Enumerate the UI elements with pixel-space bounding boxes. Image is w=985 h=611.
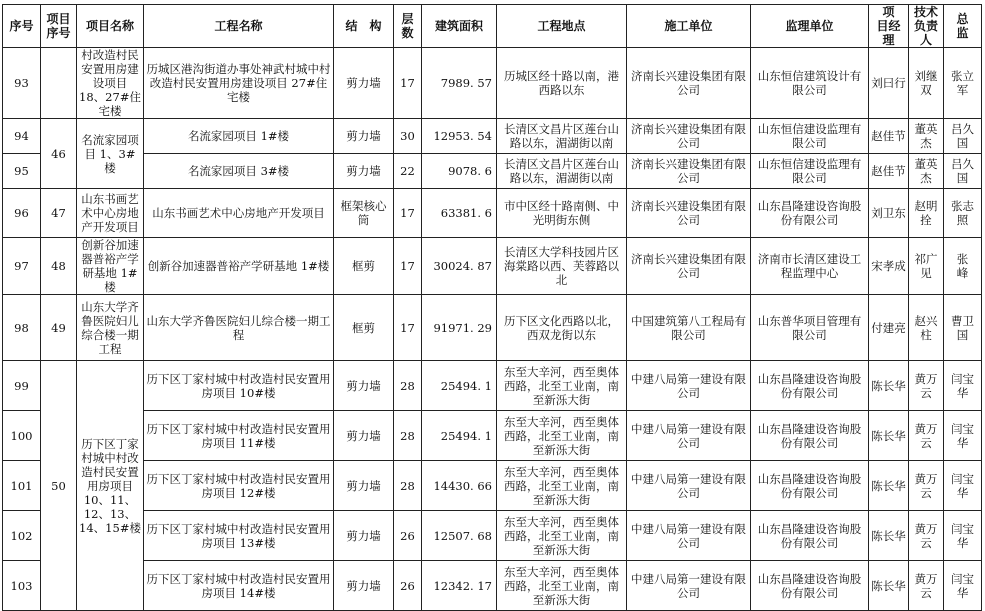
header-tech-lead: 技术负责人 [909,5,944,48]
cell-contractor: 济南长兴建设集团有限公司 [627,238,751,295]
cell-seq: 101 [3,461,41,511]
header-chief-supervisor: 总 监 [944,5,982,48]
cell-project-manager: 宋孝成 [869,238,909,295]
cell-tech-lead: 祁广见 [909,238,944,295]
table-row [3,295,982,361]
cell-project-name: 山东大学齐鲁医院妇儿综合楼一期工程 [77,295,144,361]
header-row [3,5,982,48]
cell-seq: 93 [3,48,41,119]
table-row [3,119,982,154]
cell-seq: 95 [3,154,41,189]
cell-engineering-name: 历下区丁家村城中村改造村民安置用房项目 13#楼 [144,511,334,561]
cell-tech-lead: 赵明拴 [909,189,944,238]
cell-structure: 剪力墙 [334,48,394,119]
cell-tech-lead: 黄万云 [909,561,944,611]
cell-supervisor: 山东昌隆建设咨询股份有限公司 [751,511,869,561]
cell-chief-supervisor: 曹卫国 [944,295,982,361]
cell-floors: 26 [394,561,422,611]
cell-supervisor: 山东恒信建设监理有限公司 [751,119,869,154]
cell-seq: 103 [3,561,41,611]
cell-project-name: 村改造村民安置用房建设项目 18、27#住宅楼 [77,48,144,119]
cell-structure: 剪力墙 [334,511,394,561]
cell-floors: 28 [394,361,422,411]
cell-engineering-name: 创新谷加速器普裕产学研基地 1#楼 [144,238,334,295]
cell-area: 14430. 66 [422,461,497,511]
cell-supervisor: 山东恒信建设监理有限公司 [751,154,869,189]
cell-tech-lead: 黄万云 [909,411,944,461]
table-row [3,154,982,189]
cell-area: 9078. 6 [422,154,497,189]
cell-project-name: 山东书画艺术中心房地产开发项目 [77,189,144,238]
cell-chief-supervisor: 吕久国 [944,119,982,154]
header-supervisor: 监理单位 [751,5,869,48]
cell-contractor: 济南长兴建设集团有限公司 [627,189,751,238]
cell-engineering-name: 历下区丁家村城中村改造村民安置用房项目 11#楼 [144,411,334,461]
cell-contractor: 济南长兴建设集团有限公司 [627,154,751,189]
cell-area: 12953. 54 [422,119,497,154]
cell-chief-supervisor: 张志照 [944,189,982,238]
cell-location: 东至大辛河，西至奥体西路，北至工业南，南至新泺大街 [497,361,627,411]
cell-supervisor: 山东恒信建筑设计有限公司 [751,48,869,119]
cell-project-name: 历下区丁家村城中村改造村民安置用房项目 10、11、12、13、14、15#楼 [77,361,144,611]
cell-structure: 剪力墙 [334,461,394,511]
cell-area: 25494. 1 [422,411,497,461]
cell-seq: 99 [3,361,41,411]
cell-contractor: 中建八局第一建设有限公司 [627,511,751,561]
cell-floors: 28 [394,411,422,461]
cell-project-manager: 陈长华 [869,361,909,411]
cell-tech-lead: 刘继双 [909,48,944,119]
cell-area: 7989. 57 [422,48,497,119]
table-row [3,361,982,411]
cell-seq: 98 [3,295,41,361]
cell-contractor: 济南长兴建设集团有限公司 [627,48,751,119]
cell-project-manager: 陈长华 [869,561,909,611]
header-seq: 序号 [3,5,41,48]
cell-chief-supervisor: 闫宝华 [944,361,982,411]
header-structure: 结 构 [334,5,394,48]
cell-supervisor: 山东昌隆建设咨询股份有限公司 [751,561,869,611]
cell-project-seq: 50 [41,361,77,611]
cell-structure: 框剪 [334,295,394,361]
cell-project-name: 名流家园项目 1、3#楼 [77,119,144,189]
cell-engineering-name: 名流家园项目 1#楼 [144,119,334,154]
cell-chief-supervisor: 闫宝华 [944,561,982,611]
table-row [3,48,982,119]
cell-chief-supervisor: 张立军 [944,48,982,119]
cell-location: 长清区文昌片区莲台山路以东，湄湖街以南 [497,154,627,189]
cell-chief-supervisor: 吕久国 [944,154,982,189]
cell-contractor: 中建八局第一建设有限公司 [627,411,751,461]
cell-seq: 97 [3,238,41,295]
cell-area: 63381. 6 [422,189,497,238]
cell-floors: 26 [394,511,422,561]
cell-project-seq: 48 [41,238,77,295]
cell-structure: 剪力墙 [334,361,394,411]
cell-supervisor: 山东普华项目管理有限公司 [751,295,869,361]
cell-structure: 框剪 [334,238,394,295]
cell-chief-supervisor: 闫宝华 [944,511,982,561]
table-row [3,561,982,611]
cell-floors: 17 [394,238,422,295]
cell-floors: 30 [394,119,422,154]
cell-engineering-name: 山东大学齐鲁医院妇儿综合楼一期工程 [144,295,334,361]
cell-location: 东至大辛河，西至奥体西路，北至工业南，南至新泺大街 [497,461,627,511]
cell-tech-lead: 黄万云 [909,461,944,511]
cell-location: 历城区经十路以南，港西路以东 [497,48,627,119]
cell-area: 12507. 68 [422,511,497,561]
cell-engineering-name: 山东书画艺术中心房地产开发项目 [144,189,334,238]
cell-location: 长清区文昌片区莲台山路以东，湄湖街以南 [497,119,627,154]
cell-chief-supervisor: 闫宝华 [944,461,982,511]
cell-engineering-name: 历下区丁家村城中村改造村民安置用房项目 10#楼 [144,361,334,411]
cell-supervisor: 济南市长清区建设工程监理中心 [751,238,869,295]
cell-contractor: 济南长兴建设集团有限公司 [627,119,751,154]
cell-contractor: 中国建筑第八工程局有限公司 [627,295,751,361]
cell-location: 东至大辛河，西至奥体西路，北至工业南，南至新泺大街 [497,511,627,561]
cell-tech-lead: 黄万云 [909,361,944,411]
cell-supervisor: 山东昌隆建设咨询股份有限公司 [751,461,869,511]
cell-contractor: 中建八局第一建设有限公司 [627,461,751,511]
header-location: 工程地点 [497,5,627,48]
cell-engineering-name: 历下区丁家村城中村改造村民安置用房项目 14#楼 [144,561,334,611]
cell-location: 历下区文化西路以北，西双龙街以东 [497,295,627,361]
project-table [2,4,982,611]
header-project-seq: 项目序号 [41,5,77,48]
cell-tech-lead: 赵兴柱 [909,295,944,361]
header-engineering-name: 工程名称 [144,5,334,48]
header-contractor: 施工单位 [627,5,751,48]
cell-project-manager: 赵佳节 [869,154,909,189]
cell-supervisor: 山东昌隆建设咨询股份有限公司 [751,411,869,461]
cell-project-name: 创新谷加速器普裕产学研基地 1#楼 [77,238,144,295]
cell-chief-supervisor: 张 峰 [944,238,982,295]
cell-project-seq [41,48,77,119]
cell-floors: 17 [394,48,422,119]
cell-project-manager: 陈长华 [869,511,909,561]
cell-project-manager: 刘卫东 [869,189,909,238]
cell-structure: 剪力墙 [334,119,394,154]
cell-area: 91971. 29 [422,295,497,361]
cell-tech-lead: 黄万云 [909,511,944,561]
cell-project-seq: 46 [41,119,77,189]
cell-engineering-name: 历下区丁家村城中村改造村民安置用房项目 12#楼 [144,461,334,511]
header-area: 建筑面积 [422,5,497,48]
cell-floors: 22 [394,154,422,189]
cell-project-manager: 陈长华 [869,461,909,511]
cell-chief-supervisor: 闫宝华 [944,411,982,461]
cell-supervisor: 山东昌隆建设咨询股份有限公司 [751,189,869,238]
cell-seq: 96 [3,189,41,238]
cell-location: 市中区经十路南侧、中光明街东侧 [497,189,627,238]
cell-project-manager: 刘曰行 [869,48,909,119]
header-floors: 层数 [394,5,422,48]
cell-area: 12342. 17 [422,561,497,611]
table-row [3,511,982,561]
table-row [3,411,982,461]
cell-project-manager: 赵佳节 [869,119,909,154]
cell-structure: 剪力墙 [334,561,394,611]
cell-project-seq: 47 [41,189,77,238]
cell-tech-lead: 董英杰 [909,119,944,154]
cell-tech-lead: 董英杰 [909,154,944,189]
cell-seq: 100 [3,411,41,461]
cell-location: 东至大辛河，西至奥体西路，北至工业南，南至新泺大街 [497,411,627,461]
cell-project-manager: 付建亮 [869,295,909,361]
cell-floors: 28 [394,461,422,511]
cell-seq: 102 [3,511,41,561]
cell-area: 30024. 87 [422,238,497,295]
cell-structure: 剪力墙 [334,154,394,189]
cell-contractor: 中建八局第一建设有限公司 [627,361,751,411]
table-row [3,461,982,511]
cell-floors: 17 [394,189,422,238]
cell-engineering-name: 名流家园项目 3#楼 [144,154,334,189]
cell-location: 长清区大学科技园片区海棠路以西、芙蓉路以北 [497,238,627,295]
header-project-name: 项目名称 [77,5,144,48]
cell-structure: 框架核心筒 [334,189,394,238]
cell-location: 东至大辛河，西至奥体西路，北至工业南，南至新泺大街 [497,561,627,611]
table-row [3,238,982,295]
cell-supervisor: 山东昌隆建设咨询股份有限公司 [751,361,869,411]
cell-engineering-name: 历城区港沟街道办事处神武村城中村改造村民安置用房建设项目 27#住宅楼 [144,48,334,119]
cell-project-manager: 陈长华 [869,411,909,461]
cell-project-seq: 49 [41,295,77,361]
header-project-manager: 项 目经 理 [869,5,909,48]
cell-seq: 94 [3,119,41,154]
cell-contractor: 中建八局第一建设有限公司 [627,561,751,611]
table-row [3,189,982,238]
cell-area: 25494. 1 [422,361,497,411]
cell-floors: 17 [394,295,422,361]
cell-structure: 剪力墙 [334,411,394,461]
